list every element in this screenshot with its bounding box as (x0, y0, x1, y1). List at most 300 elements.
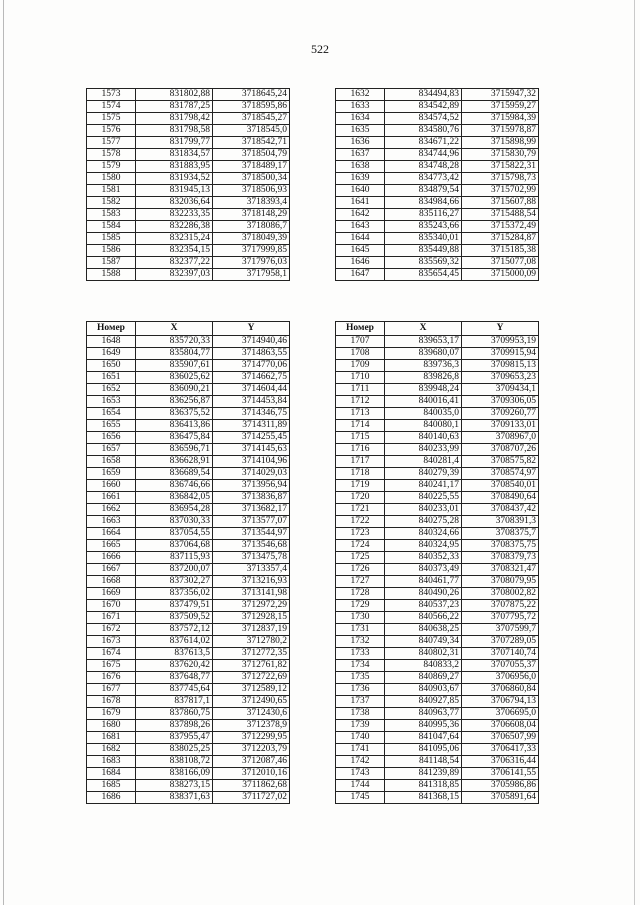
cell-x: 837030,33 (136, 516, 213, 528)
table-row (87, 492, 290, 504)
table-row (87, 233, 290, 245)
cell-y: 3717958,1 (213, 269, 290, 281)
cell-number: 1583 (87, 209, 136, 221)
table-row (87, 564, 290, 576)
cell-x: 841368,15 (385, 792, 462, 804)
table-row (87, 336, 290, 348)
cell-number: 1686 (87, 792, 136, 804)
cell-number: 1676 (87, 672, 136, 684)
table-row (336, 408, 539, 420)
cell-x: 841148,54 (385, 756, 462, 768)
cell-x: 838166,09 (136, 768, 213, 780)
cell-y: 3718542,71 (213, 137, 290, 149)
cell-x: 839736,3 (385, 360, 462, 372)
table-row (87, 257, 290, 269)
table-row (336, 432, 539, 444)
cell-x: 836746,66 (136, 480, 213, 492)
cell-x: 837115,93 (136, 552, 213, 564)
table-row (336, 696, 539, 708)
cell-y: 3712203,79 (213, 744, 290, 756)
table-row (87, 588, 290, 600)
cell-x: 836256,87 (136, 396, 213, 408)
cell-x: 834773,42 (385, 173, 462, 185)
cell-x: 836025,62 (136, 372, 213, 384)
table-row (87, 552, 290, 564)
cell-number: 1669 (87, 588, 136, 600)
table-row (336, 720, 539, 732)
cell-x: 835654,45 (385, 269, 462, 281)
cell-y: 3708574,97 (462, 468, 539, 480)
table-row (87, 408, 290, 420)
cell-x: 837745,64 (136, 684, 213, 696)
cell-number: 1573 (87, 89, 136, 101)
cell-y: 3708375,7 (462, 528, 539, 540)
table-row (336, 492, 539, 504)
table-row (336, 125, 539, 137)
cell-number: 1586 (87, 245, 136, 257)
cell-y: 3714453,84 (213, 396, 290, 408)
cell-number: 1716 (336, 444, 385, 456)
cell-x: 840927,85 (385, 696, 462, 708)
cell-x: 837064,68 (136, 540, 213, 552)
cell-x: 840802,31 (385, 648, 462, 660)
cell-number: 1638 (336, 161, 385, 173)
cell-number: 1707 (336, 336, 385, 348)
table-row (87, 648, 290, 660)
cell-x: 835569,32 (385, 257, 462, 269)
table-row (87, 768, 290, 780)
cell-number: 1632 (336, 89, 385, 101)
cell-y: 3712837,19 (213, 624, 290, 636)
cell-number: 1634 (336, 113, 385, 125)
table-row (87, 684, 290, 696)
cell-y: 3707140,74 (462, 648, 539, 660)
cell-number: 1636 (336, 137, 385, 149)
cell-x: 832036,64 (136, 197, 213, 209)
cell-number: 1743 (336, 768, 385, 780)
cell-y: 3712299,95 (213, 732, 290, 744)
table-row (336, 624, 539, 636)
cell-y: 3715978,87 (462, 125, 539, 137)
cell-y: 3708079,95 (462, 576, 539, 588)
cell-number: 1645 (336, 245, 385, 257)
cell-x: 840903,67 (385, 684, 462, 696)
table-row (336, 504, 539, 516)
table-row (87, 576, 290, 588)
cell-y: 3708379,73 (462, 552, 539, 564)
table-row (336, 173, 539, 185)
cell-number: 1652 (87, 384, 136, 396)
cell-x: 840749,34 (385, 636, 462, 648)
table-row (87, 744, 290, 756)
cell-x: 832233,35 (136, 209, 213, 221)
cell-y: 3706956,0 (462, 672, 539, 684)
table-row (87, 720, 290, 732)
cell-x: 837817,1 (136, 696, 213, 708)
cell-x: 840373,49 (385, 564, 462, 576)
cell-y: 3714863,55 (213, 348, 290, 360)
cell-number: 1641 (336, 197, 385, 209)
cell-number: 1658 (87, 456, 136, 468)
table-row (336, 245, 539, 257)
cell-number: 1738 (336, 708, 385, 720)
cell-y: 3715702,99 (462, 185, 539, 197)
cell-y: 3714255,45 (213, 432, 290, 444)
cell-y: 3712589,12 (213, 684, 290, 696)
cell-y: 3709306,05 (462, 396, 539, 408)
cell-y: 3709953,19 (462, 336, 539, 348)
cell-number: 1667 (87, 564, 136, 576)
cell-number: 1633 (336, 101, 385, 113)
cell-y: 3715185,38 (462, 245, 539, 257)
coordinates-table-top-left (86, 88, 290, 281)
table-row (87, 185, 290, 197)
cell-y: 3706608,04 (462, 720, 539, 732)
cell-x: 836475,84 (136, 432, 213, 444)
cell-y: 3712761,82 (213, 660, 290, 672)
cell-y: 3705891,64 (462, 792, 539, 804)
cell-y: 3708002,82 (462, 588, 539, 600)
cell-y: 3715898,99 (462, 137, 539, 149)
cell-x: 835804,77 (136, 348, 213, 360)
cell-y: 3706695,0 (462, 708, 539, 720)
table-row (87, 89, 290, 101)
header-y: Y (462, 322, 539, 336)
cell-number: 1724 (336, 540, 385, 552)
cell-x: 834748,28 (385, 161, 462, 173)
table-row (87, 624, 290, 636)
cell-number: 1734 (336, 660, 385, 672)
table-row (336, 780, 539, 792)
table-row (87, 516, 290, 528)
table-row (87, 780, 290, 792)
cell-y: 3718393,4 (213, 197, 290, 209)
cell-y: 3718504,79 (213, 149, 290, 161)
cell-number: 1731 (336, 624, 385, 636)
cell-number: 1654 (87, 408, 136, 420)
cell-y: 3715607,88 (462, 197, 539, 209)
table-row (87, 245, 290, 257)
cell-y: 3712772,35 (213, 648, 290, 660)
table-row (87, 161, 290, 173)
cell-number: 1588 (87, 269, 136, 281)
cell-x: 840140,63 (385, 432, 462, 444)
cell-x: 837302,27 (136, 576, 213, 588)
cell-x: 837614,02 (136, 636, 213, 648)
table-row (336, 372, 539, 384)
page-number: 522 (311, 42, 329, 56)
cell-number: 1644 (336, 233, 385, 245)
cell-y: 3713141,98 (213, 588, 290, 600)
cell-number: 1649 (87, 348, 136, 360)
cell-y: 3715947,32 (462, 89, 539, 101)
cell-y: 3713216,93 (213, 576, 290, 588)
table-row (87, 149, 290, 161)
cell-number: 1675 (87, 660, 136, 672)
cell-x: 832377,22 (136, 257, 213, 269)
cell-y: 3709434,1 (462, 384, 539, 396)
cell-x: 838025,25 (136, 744, 213, 756)
cell-number: 1677 (87, 684, 136, 696)
cell-x: 840869,27 (385, 672, 462, 684)
cell-x: 835340,01 (385, 233, 462, 245)
cell-y: 3712430,6 (213, 708, 290, 720)
cell-x: 839653,17 (385, 336, 462, 348)
cell-y: 3708490,64 (462, 492, 539, 504)
cell-x: 840566,22 (385, 612, 462, 624)
cell-number: 1661 (87, 492, 136, 504)
cell-number: 1659 (87, 468, 136, 480)
cell-x: 841095,06 (385, 744, 462, 756)
table-row (336, 732, 539, 744)
cell-x: 840279,39 (385, 468, 462, 480)
table-row (336, 480, 539, 492)
table-row (336, 516, 539, 528)
cell-number: 1575 (87, 113, 136, 125)
cell-y: 3711862,68 (213, 780, 290, 792)
cell-y: 3718506,93 (213, 185, 290, 197)
cell-x: 834671,22 (385, 137, 462, 149)
cell-x: 836090,21 (136, 384, 213, 396)
cell-number: 1678 (87, 696, 136, 708)
cell-number: 1648 (87, 336, 136, 348)
cell-y: 3715822,31 (462, 161, 539, 173)
table-row (87, 792, 290, 804)
cell-y: 3717999,85 (213, 245, 290, 257)
cell-y: 3713956,94 (213, 480, 290, 492)
cell-number: 1727 (336, 576, 385, 588)
cell-number: 1670 (87, 600, 136, 612)
cell-number: 1711 (336, 384, 385, 396)
table-row (87, 384, 290, 396)
cell-y: 3714104,96 (213, 456, 290, 468)
cell-y: 3715798,73 (462, 173, 539, 185)
table-row (87, 113, 290, 125)
cell-y: 3712010,16 (213, 768, 290, 780)
table-row (87, 372, 290, 384)
cell-number: 1730 (336, 612, 385, 624)
cell-x: 840995,36 (385, 720, 462, 732)
cell-y: 3706316,44 (462, 756, 539, 768)
table-row (87, 756, 290, 768)
cell-number: 1725 (336, 552, 385, 564)
cell-number: 1720 (336, 492, 385, 504)
table-row (87, 612, 290, 624)
cell-y: 3714770,06 (213, 360, 290, 372)
cell-y: 3713475,78 (213, 552, 290, 564)
cell-y: 3715077,08 (462, 257, 539, 269)
cell-number: 1578 (87, 149, 136, 161)
cell-x: 836628,91 (136, 456, 213, 468)
cell-y: 3713544,97 (213, 528, 290, 540)
cell-y: 3712087,46 (213, 756, 290, 768)
table-row (336, 420, 539, 432)
cell-y: 3705986,86 (462, 780, 539, 792)
cell-x: 837509,52 (136, 612, 213, 624)
cell-number: 1740 (336, 732, 385, 744)
cell-x: 835907,61 (136, 360, 213, 372)
cell-number: 1587 (87, 257, 136, 269)
cell-number: 1657 (87, 444, 136, 456)
cell-y: 3708575,82 (462, 456, 539, 468)
cell-x: 831798,42 (136, 113, 213, 125)
table-row (87, 456, 290, 468)
table-row (336, 744, 539, 756)
cell-x: 840324,66 (385, 528, 462, 540)
cell-number: 1684 (87, 768, 136, 780)
table-row (87, 420, 290, 432)
cell-y: 3708967,0 (462, 432, 539, 444)
cell-y: 3715284,87 (462, 233, 539, 245)
table-row (336, 149, 539, 161)
cell-x: 831934,52 (136, 173, 213, 185)
cell-y: 3718049,39 (213, 233, 290, 245)
table-row (87, 468, 290, 480)
cell-number: 1709 (336, 360, 385, 372)
cell-number: 1710 (336, 372, 385, 384)
cell-y: 3715372,49 (462, 221, 539, 233)
cell-y: 3709133,01 (462, 420, 539, 432)
cell-x: 835243,66 (385, 221, 462, 233)
cell-x: 836413,86 (136, 420, 213, 432)
scan-edge-left (3, 0, 4, 905)
table-row (87, 708, 290, 720)
cell-number: 1643 (336, 221, 385, 233)
cell-number: 1647 (336, 269, 385, 281)
cell-number: 1639 (336, 173, 385, 185)
cell-y: 3715830,79 (462, 149, 539, 161)
table-row (336, 648, 539, 660)
cell-number: 1739 (336, 720, 385, 732)
cell-y: 3706860,84 (462, 684, 539, 696)
cell-x: 836954,28 (136, 504, 213, 516)
table-row (87, 396, 290, 408)
cell-x: 839680,07 (385, 348, 462, 360)
cell-y: 3714311,89 (213, 420, 290, 432)
cell-number: 1722 (336, 516, 385, 528)
table-row (336, 384, 539, 396)
cell-number: 1651 (87, 372, 136, 384)
cell-y: 3708540,01 (462, 480, 539, 492)
cell-y: 3709653,23 (462, 372, 539, 384)
cell-x: 831802,88 (136, 89, 213, 101)
table-row (87, 540, 290, 552)
cell-number: 1672 (87, 624, 136, 636)
cell-number: 1713 (336, 408, 385, 420)
cell-number: 1736 (336, 684, 385, 696)
cell-number: 1673 (87, 636, 136, 648)
cell-number: 1728 (336, 588, 385, 600)
cell-number: 1744 (336, 780, 385, 792)
cell-number: 1733 (336, 648, 385, 660)
cell-y: 3708391,3 (462, 516, 539, 528)
cell-x: 840241,17 (385, 480, 462, 492)
cell-number: 1682 (87, 744, 136, 756)
cell-x: 840035,0 (385, 408, 462, 420)
table-row (336, 792, 539, 804)
cell-x: 832286,38 (136, 221, 213, 233)
cell-y: 3708707,26 (462, 444, 539, 456)
cell-number: 1650 (87, 360, 136, 372)
cell-x: 836596,71 (136, 444, 213, 456)
cell-x: 840461,77 (385, 576, 462, 588)
cell-x: 832354,15 (136, 245, 213, 257)
cell-number: 1642 (336, 209, 385, 221)
cell-y: 3709260,77 (462, 408, 539, 420)
cell-number: 1579 (87, 161, 136, 173)
cell-y: 3718086,7 (213, 221, 290, 233)
cell-x: 837479,51 (136, 600, 213, 612)
table-row (87, 432, 290, 444)
cell-x: 838108,72 (136, 756, 213, 768)
table-row (336, 636, 539, 648)
cell-number: 1655 (87, 420, 136, 432)
table-row (87, 173, 290, 185)
cell-y: 3714029,03 (213, 468, 290, 480)
table-row (87, 197, 290, 209)
cell-number: 1576 (87, 125, 136, 137)
cell-number: 1656 (87, 432, 136, 444)
table-row (336, 672, 539, 684)
cell-number: 1666 (87, 552, 136, 564)
cell-x: 834574,52 (385, 113, 462, 125)
cell-x: 837356,02 (136, 588, 213, 600)
cell-y: 3712722,69 (213, 672, 290, 684)
cell-y: 3718148,29 (213, 209, 290, 221)
cell-number: 1637 (336, 149, 385, 161)
cell-x: 835116,27 (385, 209, 462, 221)
table-row (336, 221, 539, 233)
table-row (336, 444, 539, 456)
cell-x: 834879,54 (385, 185, 462, 197)
cell-x: 831787,25 (136, 101, 213, 113)
cell-x: 834494,83 (385, 89, 462, 101)
cell-y: 3707875,22 (462, 600, 539, 612)
coordinates-table-top-right (335, 88, 539, 281)
cell-y: 3706417,33 (462, 744, 539, 756)
cell-number: 1685 (87, 780, 136, 792)
cell-x: 837648,77 (136, 672, 213, 684)
cell-number: 1663 (87, 516, 136, 528)
table-row (87, 348, 290, 360)
table-row (87, 269, 290, 281)
cell-number: 1585 (87, 233, 136, 245)
cell-number: 1718 (336, 468, 385, 480)
cell-x: 831798,58 (136, 125, 213, 137)
cell-x: 831834,57 (136, 149, 213, 161)
cell-x: 837613,5 (136, 648, 213, 660)
cell-y: 3708437,42 (462, 504, 539, 516)
coordinates-table-bottom-right (335, 321, 539, 804)
cell-number: 1680 (87, 720, 136, 732)
cell-x: 840963,77 (385, 708, 462, 720)
cell-y: 3707599,7 (462, 624, 539, 636)
table-row (336, 768, 539, 780)
table-row (336, 576, 539, 588)
cell-number: 1735 (336, 672, 385, 684)
cell-number: 1681 (87, 732, 136, 744)
table-row (87, 636, 290, 648)
cell-y: 3715488,54 (462, 209, 539, 221)
cell-x: 831883,95 (136, 161, 213, 173)
cell-x: 832315,24 (136, 233, 213, 245)
cell-x: 834984,66 (385, 197, 462, 209)
cell-number: 1580 (87, 173, 136, 185)
cell-x: 840275,28 (385, 516, 462, 528)
cell-y: 3712490,65 (213, 696, 290, 708)
table-row (336, 456, 539, 468)
cell-x: 841318,85 (385, 780, 462, 792)
